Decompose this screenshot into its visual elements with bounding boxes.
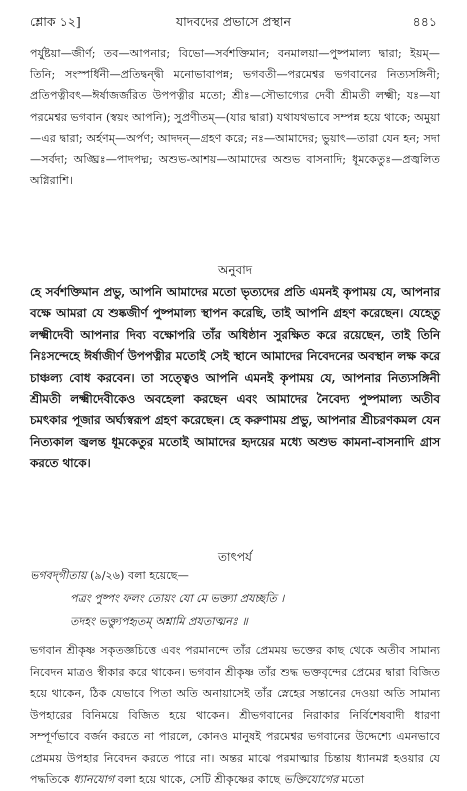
page-number: ৪৪১: [412, 14, 437, 29]
synonyms-paragraph: পর্যুষ্টয়া—জীর্ণ; তব—আপনার; বিভো—সর্বশক্তিমান; বনমালয়া—পুষ্পমাল্য দ্বারা; ইয়ম্—তিনি; সংস্পর্ধিনী—প্রতিদ্বন্দ্বী মনোভাবাপন্ন; ভগবতী—পরমেশ্বর ভগবানের নিত্যসঙ্গিনী; প্রতিপত্নীবৎ—ঈর্ষাজর্জরিত উপপত্নীর মতো; শ্রীঃ—সৌভাগ্যের দেবী শ্রীমতী লক্ষ্মী; যঃ—যা পরমেশ্বর ভগবান (স্বয়ং আপনি); সুপ্রণীতম্—(যার দ্বারা) যথাযথভাবে সম্পন্ন হয়ে থাকে; অমুয়া—এর দ্বারা; অর্হণম্—অর্পণ; আদদন্—গ্রহণ করে; নঃ—আমাদের; ভুয়াৎ—তারা যেন হন; সদা—সর্বদা; অঙ্ঘ্রিঃ—পাদপদ্ম; অশুভ-আশয়—আমাদের অশুভ বাসনাদি; ধূমকেতুঃ—প্রজ্বলিত অগ্নিরাশি।: [30, 47, 440, 188]
purport-paragraph: [30, 640, 440, 786]
term-bhaktiyoga: ভক্তিযোগের: [283, 773, 339, 786]
intro-text: (৯/২৬) বলা হয়েছে—: [86, 569, 189, 582]
purport-intro: [30, 566, 440, 586]
purport-text-3: মতো: [338, 773, 365, 786]
running-head: [30, 14, 437, 32]
translation-heading: অনুবাদ: [217, 263, 253, 277]
translation-paragraph: হে সর্বশক্তিমান প্রভু, আপনি আমাদের মতো ভৃত্যদের প্রতি এমনই কৃপাময় যে, আপনার বক্ষে আমরা যে শুষ্কজীর্ণ পুষ্পমাল্য স্থাপন করেছি, তাই আপনি গ্রহণ করেছেন। যেহেতু লক্ষ্মীদেবী আপনার দিব্য বক্ষোপরি তাঁর অধিষ্ঠান সুরক্ষিত করে রয়েছেন, তাই তিনি নিঃসন্দেহে ঈর্ষাজীর্ণ উপপত্নীর মতোই সেই স্থানে আমাদের নিবেদনের অবস্থান লক্ষ করে চাঞ্চল্য বোধ করবেন। তা সত্ত্বেও আপনি এমনই কৃপাময় যে, আপনার নিত্যসঙ্গিনী শ্রীমতী লক্ষ্মীদেবীকেও অবহেলা করছেন এবং আমাদের নৈবেদ্য পুষ্পমাল্য অতীব চমৎকার পূজার অর্ঘ্যস্বরূপ গ্রহণ করেছেন। হে করুণাময় প্রভু, আপনার শ্রীচরণকমল যেন নিত্যকাল জ্বলন্ত ধূমকেতুর মতোই আমাদের হৃদয়ের মধ্যে অশুভ কামনা-বাসনাদি গ্রাস করতে থাকে।: [30, 285, 440, 471]
term-dhyanayoga: ধ্যানযোগ: [73, 773, 115, 786]
scripture-title: ভগবদ্‌গীতায়: [30, 569, 87, 582]
purport-text: ভগবান শ্রীকৃষ্ণ সকৃতজ্ঞচিত্তে এবং পরমানন্দে তাঁর প্রেমময় ভক্তের কাছ থেকে অতীব সামান্য নিবেদন মাত্রও স্বীকার করে থাকেন। ভগবান শ্রীকৃষ্ণ তাঁর শুদ্ধ ভক্তবৃন্দের প্রেমের দ্বারা বিজিত হয়ে থাকেন, ঠিক যেভাবে পিতা অতি অনায়াসেই তাঁর স্নেহের সন্তানের দেওয়া অতি সামান্য উপহারের বিনিময়ে বিজিত হয়ে থাকেন। শ্রীভগবানের নিরাকার নির্বিশেষবাদী ধারণা সম্পূর্ণভাবে বর্জন করতে না পারলে, কোনও মানুষই পরমেশ্বর ভগবানের উদ্দেশ্যে এমনভাবে প্রেমময় উপহার নিবেদন করতে পারে না। অন্তর মাঝে পরমাত্মার চিন্তায় ধ্যানমগ্ন হওয়ার যে পদ্ধতিকে: [30, 644, 440, 786]
verse-line-1: পত্রং পুষ্পং ফলং তোয়ং যো মে ভক্ত্যা প্রযচ্ছতি ।: [70, 592, 285, 605]
purport-text-2: বলা হয়ে থাকে, সেটি শ্রীকৃষ্ণের কাছে: [114, 773, 284, 786]
verse-line-2: তদহং ভক্ত্যুপহৃতম্ অশ্নামি প্রযতাত্মনঃ ॥: [70, 615, 248, 628]
purport-heading: তাৎপর্য: [218, 550, 252, 564]
chapter-title: যাদবদের প্রভাসে প্রস্থান: [175, 14, 291, 29]
verse-reference: শ্লোক ১২]: [30, 14, 81, 29]
